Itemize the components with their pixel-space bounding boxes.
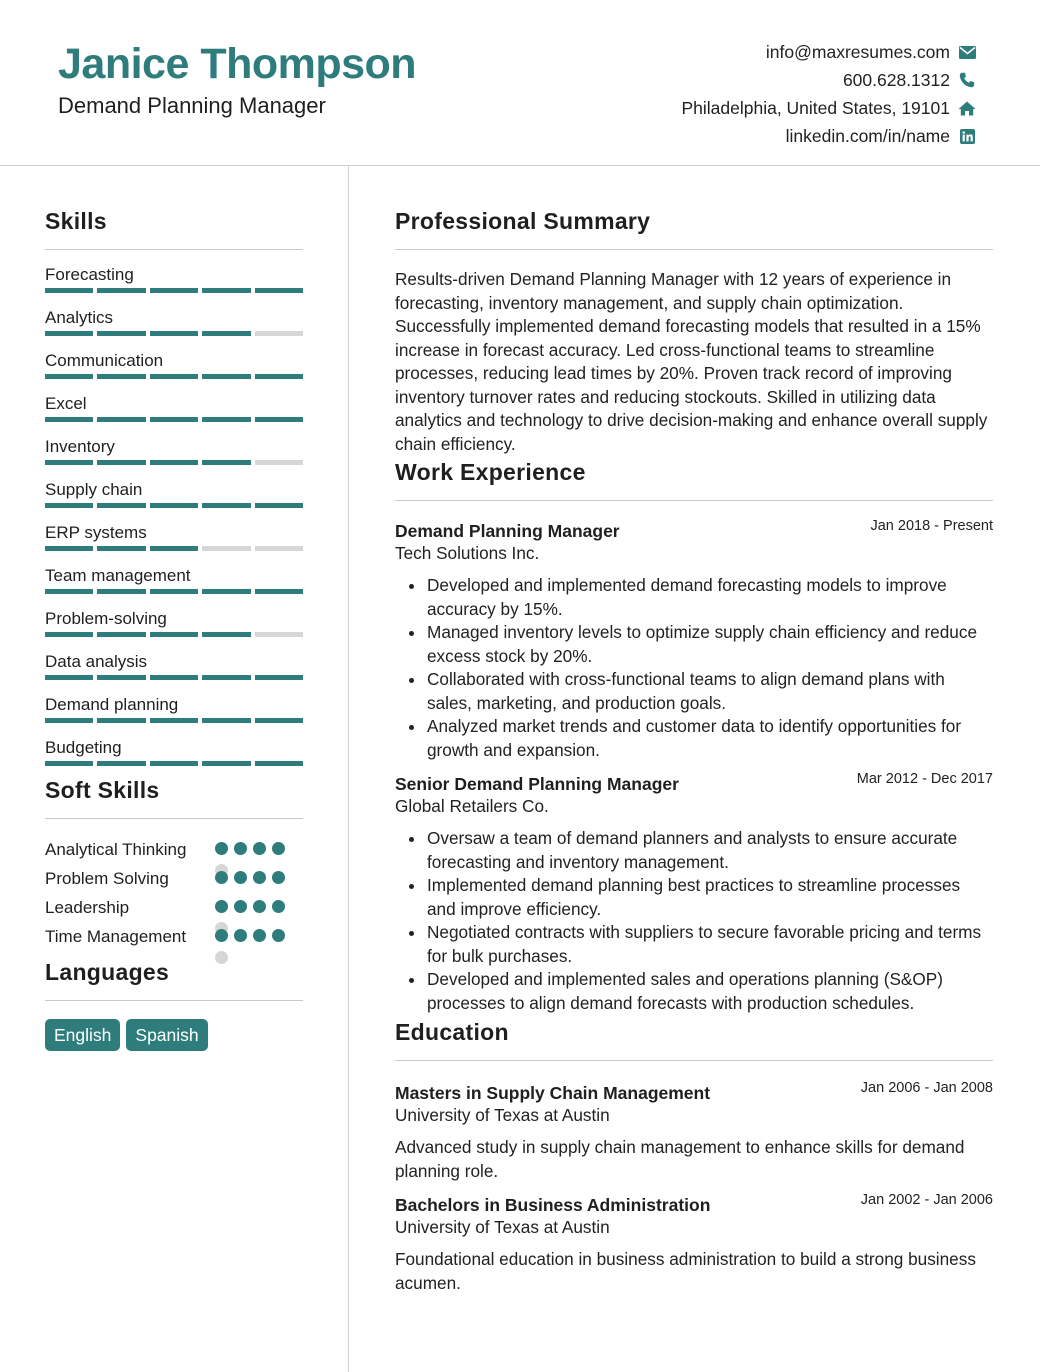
rating-dot <box>234 842 247 855</box>
education-description: Advanced study in supply chain management to enhance skills for demand planning role. <box>395 1137 965 1181</box>
languages-list <box>45 1019 303 1051</box>
rating-dot <box>234 871 247 884</box>
education-dates: Jan 2006 - Jan 2008 <box>860 1080 993 1096</box>
soft-skill-label: Time Management <box>45 927 187 946</box>
rating-dot <box>253 842 266 855</box>
education-school: University of Texas at Austin <box>395 1105 610 1125</box>
job-bullets <box>395 574 993 762</box>
job-header <box>395 773 993 795</box>
soft-skill-label: Problem Solving <box>45 869 169 888</box>
column-divider <box>348 166 349 1372</box>
envelope-icon <box>958 43 976 61</box>
summary-heading: Professional Summary <box>395 208 651 234</box>
contact-phone[interactable] <box>681 66 976 94</box>
contact-phone-text: 600.628.1312 <box>842 69 950 90</box>
skill-level-segment <box>202 761 250 766</box>
education-header <box>395 1082 993 1104</box>
job-header <box>395 520 993 542</box>
resume-header <box>0 0 1040 166</box>
linkedin-icon <box>958 127 976 145</box>
rating-dot <box>272 900 285 913</box>
skill-label: Inventory <box>45 437 115 456</box>
soft-skill-item <box>45 925 303 948</box>
job-dates: Mar 2012 - Dec 2017 <box>856 771 993 787</box>
rating-dot <box>253 929 266 942</box>
job-bullet: Managed inventory levels to optimize supply chain efficiency and reduce excess stock by 20%. <box>395 621 993 668</box>
skill-item <box>45 723 303 766</box>
skill-label: Analytics <box>45 308 114 327</box>
skill-item <box>45 422 303 465</box>
education-degree: Masters in Supply Chain Management <box>395 1083 711 1103</box>
contact-linkedin[interactable] <box>681 122 976 150</box>
phone-icon <box>958 71 976 89</box>
job-company: Global Retailers Co. <box>395 796 549 816</box>
skill-item <box>45 637 303 680</box>
home-icon <box>958 99 976 117</box>
education-description: Foundational education in business administration to build a strong business acumen. <box>395 1249 976 1293</box>
rating-dot <box>272 929 285 942</box>
skill-item <box>45 594 303 637</box>
main-content <box>395 206 993 1295</box>
candidate-name: Janice Thompson <box>58 40 417 88</box>
skills-list <box>45 250 303 766</box>
languages-section <box>45 957 303 1051</box>
experience-section <box>395 457 993 1015</box>
skill-item <box>45 250 303 293</box>
education-entry <box>395 1194 993 1295</box>
skill-label: Excel <box>45 394 87 413</box>
languages-rule <box>45 1000 303 1001</box>
job-bullets <box>395 827 993 1015</box>
education-rule <box>395 1060 993 1061</box>
skill-level-bar <box>45 761 303 766</box>
education-list <box>395 1082 993 1295</box>
education-dates: Jan 2002 - Jan 2006 <box>860 1192 993 1208</box>
skill-item <box>45 336 303 379</box>
skill-level-segment <box>150 761 198 766</box>
skill-level-segment <box>255 761 303 766</box>
summary-rule <box>395 249 993 250</box>
education-heading: Education <box>395 1019 509 1045</box>
experience-heading: Work Experience <box>395 459 586 485</box>
jobs-list <box>395 520 993 1015</box>
rating-dot <box>234 929 247 942</box>
skills-heading: Skills <box>45 208 107 234</box>
skill-item <box>45 551 303 594</box>
language-badge: Spanish <box>126 1019 207 1051</box>
skill-label: Budgeting <box>45 738 122 757</box>
job-bullet: Implemented demand planning best practices to streamline processes and improve efficiency. <box>395 874 993 921</box>
job-bullet: Developed and implemented demand forecasting models to improve accuracy by 15%. <box>395 574 993 621</box>
language-badge: English <box>45 1019 120 1051</box>
soft-skills-heading: Soft Skills <box>45 777 160 803</box>
education-degree: Bachelors in Business Administration <box>395 1195 711 1215</box>
rating-dot <box>215 929 228 942</box>
soft-skills-rule <box>45 818 303 819</box>
education-section <box>395 1017 993 1295</box>
soft-skill-rating <box>215 929 287 964</box>
job-title: Senior Demand Planning Manager <box>395 774 679 794</box>
rating-dot <box>215 900 228 913</box>
soft-skills-list <box>45 838 303 948</box>
summary-text: Results-driven Demand Planning Manager with 12 years of experience in forecasting, inventory management, and supply chain optimization. Successfully implemented demand forecasting models that resulted in a 15% increase in forecast accuracy. Led cross-functional teams to streamline processes, reducing lead times by 20%. Proven track record of improving inventory turnover rates and reducing stockouts. Skilled in utilizing data analytics and technology to drive decision-making and enhance overall supply chain efficiency. <box>395 269 988 454</box>
rating-dot <box>253 900 266 913</box>
skill-item <box>45 508 303 551</box>
skill-label: Communication <box>45 351 164 370</box>
job-bullet: Analyzed market trends and customer data to identify opportunities for growth and expansion. <box>395 715 993 762</box>
soft-skill-label: Analytical Thinking <box>45 840 187 859</box>
rating-dot <box>272 871 285 884</box>
rating-dot <box>215 951 228 964</box>
job-entry <box>395 520 993 762</box>
skill-label: Data analysis <box>45 652 148 671</box>
contact-address-text: Philadelphia, United States, 19101 <box>681 97 950 118</box>
contact-linkedin-text: linkedin.com/in/name <box>785 125 950 146</box>
job-dates: Jan 2018 - Present <box>870 518 993 534</box>
soft-skill-rating <box>215 871 287 884</box>
education-school: University of Texas at Austin <box>395 1217 610 1237</box>
education-entry <box>395 1082 993 1183</box>
skill-item <box>45 465 303 508</box>
rating-dot <box>215 842 228 855</box>
job-bullet: Oversaw a team of demand planners and analysts to ensure accurate forecasting and inventory management. <box>395 827 993 874</box>
job-entry <box>395 773 993 1015</box>
job-title: Demand Planning Manager <box>395 521 620 541</box>
contact-list <box>681 38 976 150</box>
soft-skill-item <box>45 867 303 890</box>
job-bullet: Negotiated contracts with suppliers to secure favorable pricing and terms for bulk purchases. <box>395 921 993 968</box>
soft-skill-item <box>45 896 303 919</box>
skill-label: Demand planning <box>45 695 179 714</box>
experience-rule <box>395 500 993 501</box>
job-bullet: Developed and implemented sales and operations planning (S&OP) processes to align demand forecasts with production schedules. <box>395 968 993 1015</box>
rating-dot <box>272 842 285 855</box>
skill-level-segment <box>97 761 145 766</box>
soft-skill-label: Leadership <box>45 898 130 917</box>
job-bullet: Collaborated with cross-functional teams to align demand plans with sales, marketing, and production goals. <box>395 668 993 715</box>
contact-address <box>681 94 976 122</box>
skill-item <box>45 379 303 422</box>
skill-label: Forecasting <box>45 265 134 284</box>
sidebar <box>45 206 303 1051</box>
skill-label: Supply chain <box>45 480 143 499</box>
education-header <box>395 1194 993 1216</box>
candidate-title: Demand Planning Manager <box>58 93 326 118</box>
contact-email-text: info@maxresumes.com <box>765 41 950 62</box>
summary-section <box>395 206 993 456</box>
contact-email[interactable] <box>681 38 976 66</box>
skill-item <box>45 293 303 336</box>
languages-heading: Languages <box>45 959 170 985</box>
rating-dot <box>234 900 247 913</box>
rating-dot <box>253 871 266 884</box>
soft-skill-item <box>45 838 303 861</box>
skill-level-segment <box>45 761 93 766</box>
skill-label: ERP systems <box>45 523 147 542</box>
job-company: Tech Solutions Inc. <box>395 543 540 563</box>
skill-label: Team management <box>45 566 191 585</box>
skill-label: Problem-solving <box>45 609 167 628</box>
skills-section <box>45 206 303 766</box>
skill-item <box>45 680 303 723</box>
soft-skills-section <box>45 775 303 948</box>
rating-dot <box>215 871 228 884</box>
